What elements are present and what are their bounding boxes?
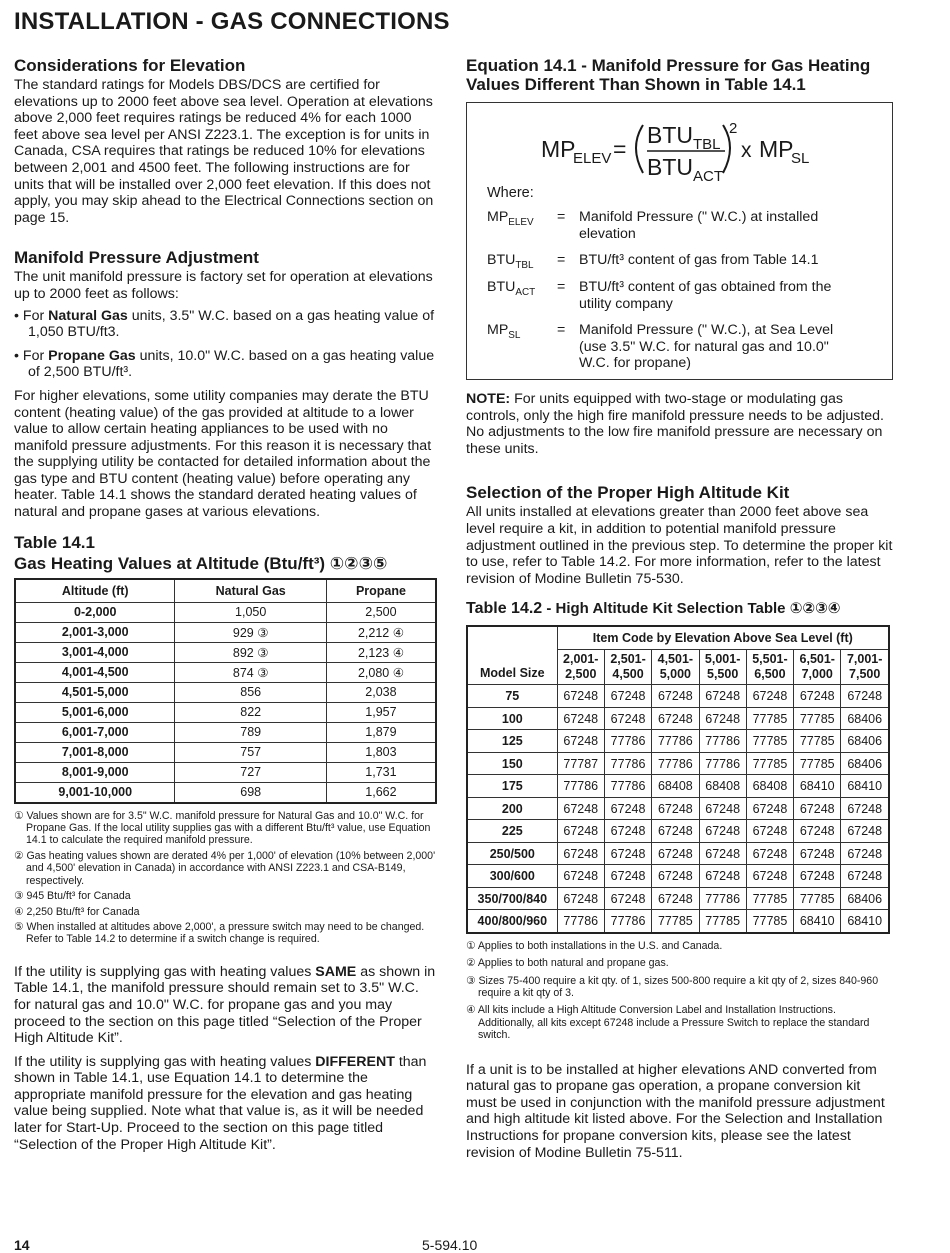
left-column [14,56,438,1153]
model-size-cell: 200 [467,797,557,820]
value-cell: 822 [175,702,326,722]
higher-elevation-text: For higher elevations, some utility companies may derate the BTU content (heating value) of the gas provided at altitude to a lower value to allow certain heating appliances to be used with no manifold pressure adjustments. For this reason it is necessary that the supplying utility be contacted for detailed information about the gas type and BTU content (heating value) before operating any heater. Table 14.1 shows the standard derated heating values of natural and propane gases at various elevations. [14,387,432,521]
item-code-cell: 67248 [557,865,604,888]
different-values-text: If the utility is supplying gas with heating values DIFFERENT than shown in Table 14.1, use Equation 14.1 to determine the appropriate manifold pressure for the elevation and gas heating value being supplied. Note what that value is, as it will be needed later for Start-Up. Proceed to the section on this page titled “Selection of the Proper High Altitude Kit”. [14,1053,427,1153]
item-code-cell: 67248 [604,820,651,843]
item-code-cell: 77786 [699,887,746,910]
table-row [467,820,889,843]
item-code-cell: 77786 [557,910,604,933]
elevation-range-header: 4,501- 5,000 [652,650,699,685]
item-code-cell: 67248 [652,865,699,888]
value-cell: 2,080 ④ [326,662,436,682]
item-code-cell: 67248 [604,865,651,888]
altitude-cell: 5,001-6,000 [15,702,175,722]
page-number: 14 [14,1237,30,1253]
item-code-cell: 67248 [841,797,889,820]
table-header: Altitude (ft) [15,579,175,603]
item-code-cell: 77785 [746,730,793,753]
table-row [467,707,889,730]
table-row [15,642,436,662]
eq-sl-sub: SL [791,150,810,167]
item-code-cell: 67248 [794,685,841,708]
item-code-cell: 68408 [699,775,746,798]
item-code-cell: 77786 [557,775,604,798]
table-row [15,682,436,702]
item-code-cell: 67248 [746,797,793,820]
item-code-cell: 67248 [557,797,604,820]
right-column [466,56,894,1161]
equation-box: MP ELEV = BTU TBL BTU ACT 2 x MP SL Where: $MP_{ELEV}$ = Manifold Pressure (" W.C.) at installed elevation $BTU_{TBL}$ = BTU/ft³ content of gas from Table 14.1 $BTU_{ACT}$ = BTU/ft³ content of gas obtained from the utility company $MP_{SL}$ = Manifold Pressure (" W.C.), at Sea Level (use 3.5" W.C. for natural gas and 10.0" W.C. for propane) [466,102,893,380]
model-size-cell: 350/700/840 [467,887,557,910]
kit-heading: Selection of the Proper High Altitude Kit [466,483,790,503]
footnote: ④ All kits include a High Altitude Conversion Label and Installation Instructions. Additionally, all kits except 67248 include a Pressure Switch to replace the standard switch. [466,1004,870,1042]
altitude-cell: 0-2,000 [15,602,175,622]
footnote: ② Gas heating values shown are derated 4% per 1,000' of elevation (10% between 2,000' and 4,500' elevation in Canada) in accordance with ANSI Z223.1 and CSA-B149, respectively. [14,849,436,887]
group-header: Item Code by Elevation Above Sea Level (ft) [557,626,889,650]
item-code-cell: 67248 [652,797,699,820]
footnote: ④ 2,250 Btu/ft³ for Canada [14,905,140,918]
same-values-text: If the utility is supplying gas with heating values SAME as shown in Table 14.1, the manifold pressure should remain set to 3.5" W.C. for natural gas and 10.0" W.C. for propane gas and you may proceed to the section on this page titled “Selection of the Proper High Altitude Kit”. [14,963,436,1047]
item-code-cell: 68408 [746,775,793,798]
item-code-cell: 67248 [794,842,841,865]
table-row [15,662,436,682]
item-code-cell: 77786 [652,730,699,753]
item-code-cell: 67248 [699,707,746,730]
item-code-cell: 67248 [699,685,746,708]
item-code-cell: 67248 [699,797,746,820]
elevation-range-header: 2,501- 4,500 [604,650,651,685]
item-code-cell: 67248 [841,842,889,865]
footnote: ① Values shown are for 3.5" W.C. manifold pressure for Natural Gas and 10.0" W.C. for Propane Gas. If the local utility supplies gas with a different Btu/ft³ value, use Equation 14.1 to calculate the required manifold pressure. [14,809,431,847]
footnote: ⑤ When installed at altitudes above 2,000', a pressure switch may need to be changed. Refer to Table 14.2 to determine if a switch change is required. [14,920,425,946]
item-code-cell: 67248 [746,842,793,865]
table-row [467,797,889,820]
item-code-cell: 68406 [841,730,889,753]
table-row [15,622,436,642]
altitude-cell: 6,001-7,000 [15,722,175,742]
item-code-cell: 77786 [604,910,651,933]
document-number: 5-594.10 [422,1237,478,1253]
value-cell: 2,038 [326,682,436,702]
item-code-cell: 67248 [557,887,604,910]
value-cell: 2,500 [326,602,436,622]
item-code-cell: 67248 [557,820,604,843]
manifold-heading: Manifold Pressure Adjustment [14,248,259,268]
table-row [467,685,889,708]
item-code-cell: 67248 [746,865,793,888]
item-code-cell: 67248 [557,707,604,730]
value-cell: 727 [175,762,326,782]
table-14-2-title: Table 14.2 - High Altitude Kit Selection Table ①②③④ [466,600,841,618]
table-14-2-footnotes [466,940,894,1042]
natural-gas-bullet: • For Natural Gas units, 3.5" W.C. based on a gas heating value of 1,050 BTU/ft3. [14,307,435,341]
item-code-cell: 67248 [604,797,651,820]
item-code-cell: 77785 [794,707,841,730]
item-code-cell: 77786 [699,752,746,775]
table-header: Propane [326,579,436,603]
item-code-cell: 67248 [841,865,889,888]
model-size-header: Model Size [467,626,557,685]
item-code-cell: 67248 [652,707,699,730]
model-size-cell: 250/500 [467,842,557,865]
value-cell: 757 [175,742,326,762]
value-cell: 1,957 [326,702,436,722]
item-code-cell: 67248 [746,820,793,843]
item-code-cell: 67248 [604,685,651,708]
altitude-cell: 2,001-3,000 [15,622,175,642]
item-code-cell: 77785 [794,752,841,775]
value-cell: 874 ③ [175,662,326,682]
table-row [15,782,436,803]
table-row [15,762,436,782]
high-altitude-kit-table [466,625,890,934]
table-row [467,752,889,775]
item-code-cell: 67248 [794,865,841,888]
item-code-cell: 77785 [746,752,793,775]
model-size-cell: 225 [467,820,557,843]
item-code-cell: 67248 [841,685,889,708]
altitude-cell: 8,001-9,000 [15,762,175,782]
table-row [15,722,436,742]
item-code-cell: 67248 [604,842,651,865]
table-14-1-title-line2: Gas Heating Values at Altitude (Btu/ft³) ①②③⑤ [14,553,388,573]
eq-btu-top: BTU [647,122,693,148]
table-row [15,742,436,762]
item-code-cell: 68410 [794,775,841,798]
value-cell: 929 ③ [175,622,326,642]
footnote: ② Applies to both natural and propane gas. [466,957,669,970]
table-14-1-title-line1: Table 14.1 [14,532,95,552]
item-code-cell: 77785 [794,730,841,753]
table-14-1-footnotes [14,810,438,946]
kit-text: All units installed at elevations greater than 2000 feet above sea level require a kit, in addition to potential manifold pressure adjustment outlined in the previous step. To determine the proper kit to use, refer to Table 14.2. For more information, refer to the latest revision of Modine Bulletin 75-530. [466,504,893,587]
table-row [15,602,436,622]
table-row [467,730,889,753]
propane-gas-bullet: • For Propane Gas units, 10.0" W.C. based on a gas heating value of 2,500 BTU/ft³. [14,347,435,381]
eq-tbl-sub: TBL [693,136,721,153]
table-header: Natural Gas [175,579,326,603]
item-code-cell: 67248 [652,685,699,708]
page-title: INSTALLATION - GAS CONNECTIONS [14,8,450,35]
model-size-cell: 150 [467,752,557,775]
item-code-cell: 67248 [557,685,604,708]
model-size-cell: 75 [467,685,557,708]
elevation-heading: Considerations for Elevation [14,56,246,75]
item-code-cell: 67248 [557,842,604,865]
table-row [15,702,436,722]
altitude-cell: 4,001-4,500 [15,662,175,682]
item-code-cell: 67248 [699,842,746,865]
item-code-cell: 68410 [841,910,889,933]
table-row [467,775,889,798]
model-size-cell: 175 [467,775,557,798]
eq-btu-bottom: BTU [647,154,693,180]
table-row [467,910,889,933]
table-row [467,865,889,888]
table-row [467,887,889,910]
item-code-cell: 67248 [557,730,604,753]
equation-heading: Equation 14.1 - Manifold Pressure for Gas Heating Values Different Than Shown in Table 14.1 [466,56,871,94]
value-cell: 2,212 ④ [326,622,436,642]
eq-elev-sub: ELEV [573,150,612,167]
elevation-range-header: 5,501- 6,500 [746,650,793,685]
gas-heating-values-table [14,578,437,804]
eq-exponent: 2 [729,120,738,137]
value-cell: 1,803 [326,742,436,762]
item-code-cell: 67248 [652,820,699,843]
table-row [467,842,889,865]
altitude-cell: 4,501-5,000 [15,682,175,702]
footnote: ③ Sizes 75-400 require a kit qty. of 1, sizes 500-800 require a kit qty of 2, sizes 840-960 require a kit qty of 3. [466,974,879,1000]
item-code-cell: 68410 [794,910,841,933]
model-size-cell: 100 [467,707,557,730]
altitude-cell: 9,001-10,000 [15,782,175,803]
elevation-range-header: 6,501- 7,000 [794,650,841,685]
value-cell: 1,879 [326,722,436,742]
item-code-cell: 77785 [652,910,699,933]
value-cell: 1,731 [326,762,436,782]
item-code-cell: 67248 [699,865,746,888]
item-code-cell: 67248 [794,797,841,820]
where-label: Where: [487,185,534,201]
item-code-cell: 77785 [746,887,793,910]
value-cell: 856 [175,682,326,702]
value-cell: 2,123 ④ [326,642,436,662]
item-code-cell: 67248 [841,820,889,843]
item-code-cell: 77786 [652,752,699,775]
eq-equals: = [613,136,627,162]
item-code-cell: 68406 [841,752,889,775]
value-cell: 1,662 [326,782,436,803]
note-text: NOTE: For units equipped with two-stage or modulating gas controls, only the high fire manifold pressure needs to be adjusted. No adjustments to the low fire manifold pressure are necessary on these units. [466,391,884,457]
footnote: ① Applies to both installations in the U.S. and Canada. [466,939,723,952]
elevation-range-header: 7,001- 7,500 [841,650,889,685]
item-code-cell: 77785 [746,910,793,933]
item-code-cell: 67248 [652,842,699,865]
item-code-cell: 67248 [604,887,651,910]
value-cell: 789 [175,722,326,742]
altitude-cell: 7,001-8,000 [15,742,175,762]
altitude-cell: 3,001-4,000 [15,642,175,662]
item-code-cell: 68410 [841,775,889,798]
eq-act-sub: ACT [693,168,723,185]
equation-formula [467,103,892,193]
item-code-cell: 68408 [652,775,699,798]
eq-mp: MP [541,136,576,162]
item-code-cell: 67248 [652,887,699,910]
value-cell: 1,050 [175,602,326,622]
item-code-cell: 67248 [699,820,746,843]
eq-mp-sl: MP [759,136,794,162]
elevation-range-header: 5,001- 5,500 [699,650,746,685]
item-code-cell: 67248 [604,707,651,730]
value-cell: 892 ③ [175,642,326,662]
elevation-range-header: 2,001- 2,500 [557,650,604,685]
eq-times: x [741,139,752,162]
elevation-text: The standard ratings for Models DBS/DCS are certified for elevations up to 2000 feet above sea level. Operation at elevations above 2,000 feet requires ratings be reduced 4% for each 1000 feet above sea level per ANSI Z223.1. The exception is for units in Canada, CSA requires that ratings be reduced 10% for elevations between 2,001 and 4500 feet. The following instructions are for units that will be installed over 2,000 feet elevation. If this does not apply, you may skip ahead to the Electrical Connections section on page 15. [14,77,434,226]
item-code-cell: 67248 [746,685,793,708]
model-size-cell: 300/600 [467,865,557,888]
item-code-cell: 77787 [557,752,604,775]
model-size-cell: 400/800/960 [467,910,557,933]
item-code-cell: 67248 [794,820,841,843]
propane-conversion-text: If a unit is to be installed at higher elevations AND converted from natural gas to propane gas operation, a propane conversion kit must be used in conjunction with the manifold pressure adjustment and high altitude kit listed above. For the Selection and Installation Instructions for propane conversion kits, please see the latest revision of Modine Bulletin 75-511. [466,1061,885,1161]
value-cell: 698 [175,782,326,803]
model-size-cell: 125 [467,730,557,753]
footnote: ③ 945 Btu/ft³ for Canada [14,890,131,903]
manifold-text: The unit manifold pressure is factory set for operation at elevations up to 2000 feet as follows: [14,269,433,302]
item-code-cell: 77786 [604,752,651,775]
item-code-cell: 77785 [699,910,746,933]
item-code-cell: 77786 [699,730,746,753]
item-code-cell: 68406 [841,707,889,730]
item-code-cell: 77785 [746,707,793,730]
item-code-cell: 68406 [841,887,889,910]
item-code-cell: 77786 [604,730,651,753]
item-code-cell: 77786 [604,775,651,798]
item-code-cell: 77785 [794,887,841,910]
eq-left-paren [636,125,643,173]
